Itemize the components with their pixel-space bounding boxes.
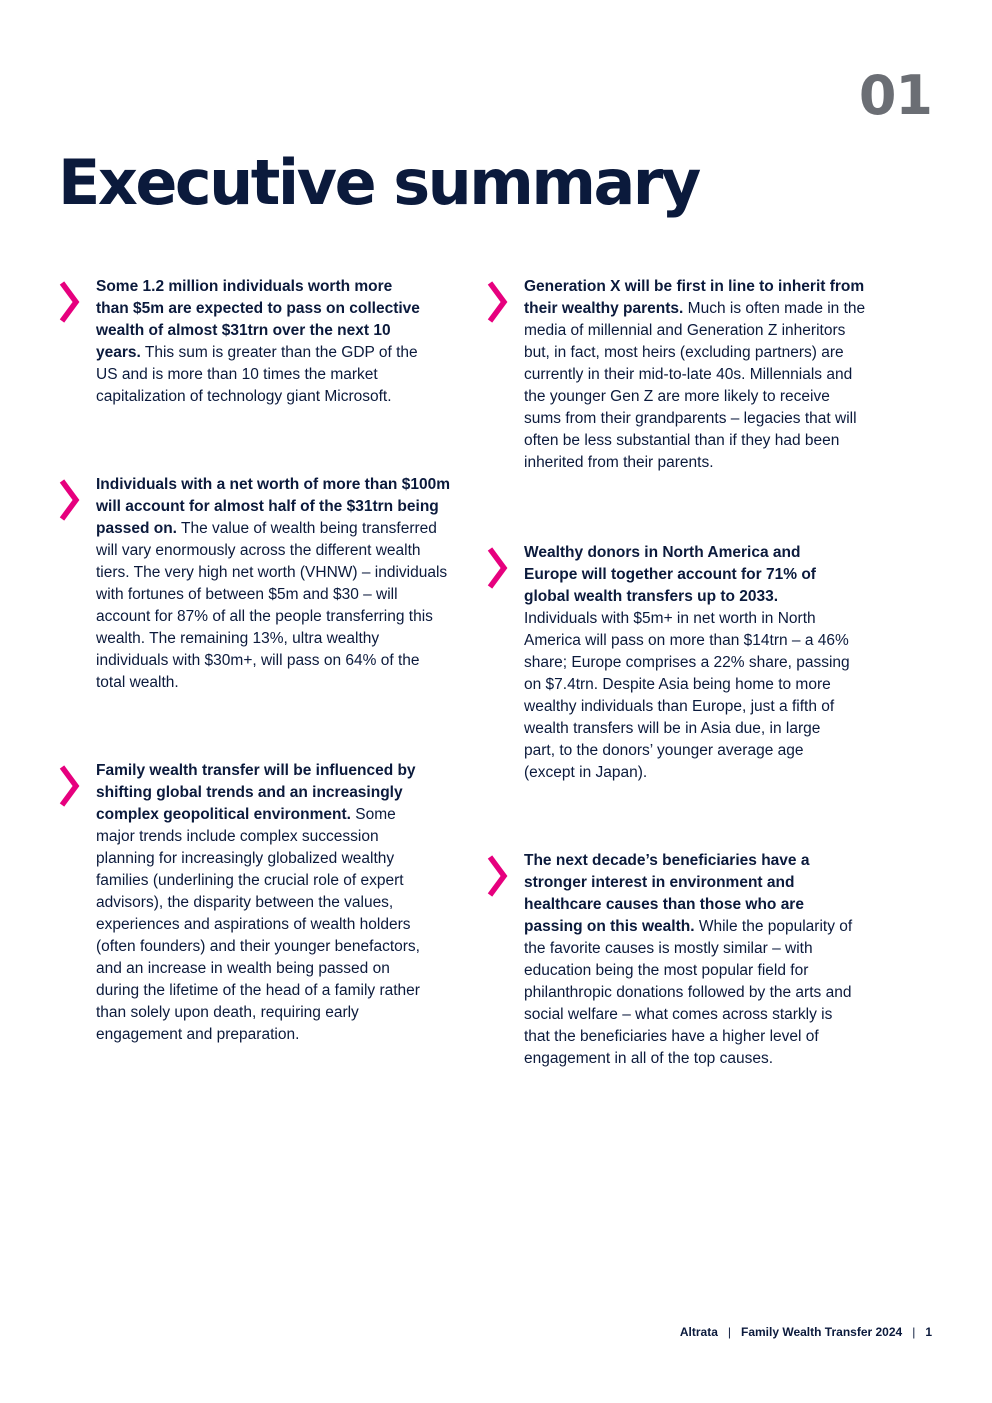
footer-separator: | xyxy=(912,1325,916,1339)
section-number: 01 xyxy=(858,64,932,127)
summary-lead: Individuals with a net worth of more than $100m will account for almost half of the $31trn being passed on. xyxy=(96,476,450,537)
summary-text xyxy=(96,276,422,408)
summary-lead: Some 1.2 million individuals worth more than $5m are expected to pass on collective wealth of almost $31trn over the next 10 years. xyxy=(96,278,420,361)
chevron-right-icon xyxy=(58,280,80,324)
summary-item xyxy=(58,474,454,694)
summary-lead: The next decade’s beneficiaries have a stronger interest in environment and healthcare causes than those who are passing on this wealth. xyxy=(524,852,810,935)
chevron-right-icon xyxy=(486,280,508,324)
summary-body: Much is often made in the media of millennial and Generation Z inheritors but, in fact, most heirs (excluding partners) are currently in their mid-to-late 40s. Millennials and the younger Gen Z are more likely to receive sums from their grandparents – legacies that will often be less substantial than if they had been inherited from their parents. xyxy=(524,300,866,471)
chevron-right-icon xyxy=(486,546,508,590)
summary-lead: Wealthy donors in North America and Europe will together account for 71% of global wealth transfers up to 2033. xyxy=(524,544,816,605)
page-footer xyxy=(680,1325,932,1339)
chevron-right-icon xyxy=(58,478,80,522)
summary-body: This sum is greater than the GDP of the US and is more than 10 times the market capitalization of technology giant Microsoft. xyxy=(96,344,418,405)
summary-body: Individuals with $5m+ in net worth in North America will pass on more than $14trn – a 46% share; Europe comprises a 22% share, passing on $7.4trn. Despite Asia being home to more wealthy individuals than Europe, just a fifth of wealth transfers will be in Asia due, in large part, to the donors’ younger average age (except in Japan). xyxy=(524,610,850,781)
summary-text xyxy=(524,542,850,784)
summary-body: The value of wealth being transferred will vary enormously across the different wealth tiers. The very high net worth (VHNW) – individuals with fortunes of between $5m and $30 – will account for 87% of all the people transferring this wealth. The remaining 13%, ultra wealthy individuals with $30m+, will pass on 64% of the total wealth. xyxy=(96,520,448,691)
summary-body: While the popularity of the favorite causes is mostly similar – with education being the most popular field for philanthropic donations followed by the arts and social welfare – what comes across starkly is that the beneficiaries have a higher level of engagement in all of the top causes. xyxy=(524,918,853,1067)
summary-body: Some major trends include complex succession planning for increasingly globalized wealthy families (underlining the crucial role of expert advisors), the disparity between the values, experiences and aspirations of wealth holders (often founders) and their younger benefactors, and an increase in wealth being passed on during the lifetime of the head of a family rather than solely upon death, requiring early engagement and preparation. xyxy=(96,806,420,1043)
chevron-right-icon xyxy=(58,764,80,808)
footer-publication: Family Wealth Transfer 2024 xyxy=(741,1325,903,1339)
summary-item xyxy=(486,542,882,784)
summary-item xyxy=(486,276,882,474)
summary-item xyxy=(58,760,454,1046)
summary-text xyxy=(524,276,870,474)
summary-lead: Generation X will be first in line to inherit from their wealthy parents. xyxy=(524,278,865,317)
footer-separator: | xyxy=(727,1325,731,1339)
chevron-right-icon xyxy=(486,854,508,898)
footer-brand: Altrata xyxy=(679,1325,718,1339)
summary-text xyxy=(96,474,452,694)
summary-text xyxy=(96,760,432,1046)
summary-lead: Family wealth transfer will be influenced by shifting global trends and an increasingly complex geopolitical environment. xyxy=(96,762,416,823)
summary-item xyxy=(58,276,454,408)
footer-page-number: 1 xyxy=(925,1325,932,1339)
summary-text xyxy=(524,850,854,1070)
page-title: Executive summary xyxy=(58,146,699,219)
summary-item xyxy=(486,850,882,1070)
